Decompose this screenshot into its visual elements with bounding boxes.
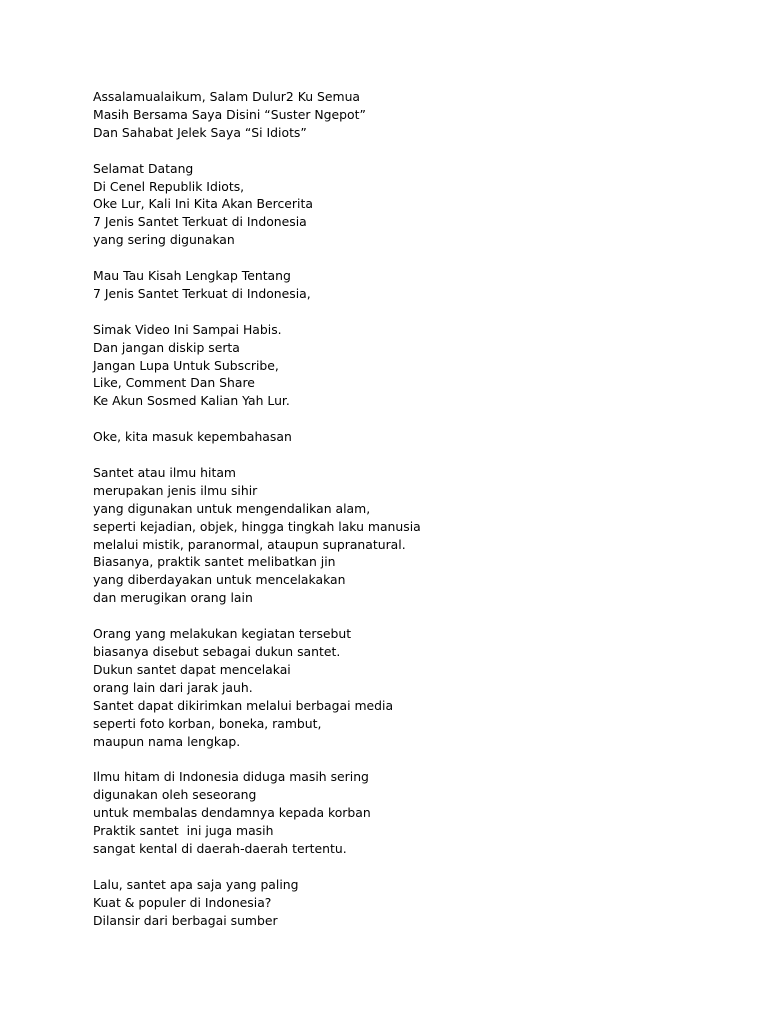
text-line: dan merugikan orang lain xyxy=(93,590,253,606)
text-line: Orang yang melakukan kegiatan tersebut xyxy=(93,626,352,642)
text-line: Dan Sahabat Jelek Saya “Si Idiots” xyxy=(93,124,307,140)
text-line: 7 Jenis Santet Terkuat di Indonesia, xyxy=(93,285,311,301)
text-line: Mau Tau Kisah Lengkap Tentang xyxy=(93,268,291,284)
text-line: Simak Video Ini Sampai Habis. xyxy=(93,321,282,337)
text-line: seperti foto korban, boneka, rambut, xyxy=(93,715,322,731)
text-line: orang lain dari jarak jauh. xyxy=(93,679,253,695)
paragraph xyxy=(93,876,733,930)
paragraph xyxy=(93,768,733,858)
text-line: Biasanya, praktik santet melibatkan jin xyxy=(93,554,336,570)
text-line: Dukun santet dapat mencelakai xyxy=(93,661,291,677)
text-line: 7 Jenis Santet Terkuat di Indonesia xyxy=(93,214,307,230)
text-line: melalui mistik, paranormal, ataupun supranatural. xyxy=(93,536,406,552)
text-line: yang diberdayakan untuk mencelakakan xyxy=(93,572,346,588)
text-line: Masih Bersama Saya Disini “Suster Ngepot” xyxy=(93,106,366,122)
text-line: Lalu, santet apa saja yang paling xyxy=(93,876,299,892)
document-body xyxy=(93,88,733,947)
text-line: seperti kejadian, objek, hingga tingkah laku manusia xyxy=(93,518,421,534)
text-line: biasanya disebut sebagai dukun santet. xyxy=(93,644,341,659)
text-line: Santet atau ilmu hitam xyxy=(93,464,236,480)
text-line: Oke, kita masuk kepembahasan xyxy=(93,429,292,445)
text-line: Di Cenel Republik Idiots, xyxy=(93,178,245,194)
text-line: Ke Akun Sosmed Kalian Yah Lur. xyxy=(93,393,290,409)
text-line: Ilmu hitam di Indonesia diduga masih sering xyxy=(93,769,369,785)
paragraph xyxy=(93,464,733,607)
text-line: Assalamualaikum, Salam Dulur2 Ku Semua xyxy=(93,89,361,104)
paragraph xyxy=(93,321,733,411)
text-line: Santet dapat dikirimkan melalui berbagai media xyxy=(93,697,394,713)
text-line: merupakan jenis ilmu sihir xyxy=(93,482,258,498)
paragraph xyxy=(93,625,733,750)
paragraph xyxy=(93,428,733,446)
text-line: maupun nama lengkap. xyxy=(93,733,241,749)
text-line: Praktik santet ini juga masih xyxy=(93,823,274,839)
text-line: yang digunakan untuk mengendalikan alam, xyxy=(93,500,371,516)
text-line: digunakan oleh seseorang xyxy=(93,787,257,803)
text-line: sangat kental di daerah-daerah tertentu. xyxy=(93,840,347,856)
text-line: Selamat Datang xyxy=(93,160,194,176)
text-line: untuk membalas dendamnya kepada korban xyxy=(93,805,371,821)
text-line: Jangan Lupa Untuk Subscribe, xyxy=(93,357,279,373)
text-line: yang sering digunakan xyxy=(93,232,235,248)
paragraph xyxy=(93,267,733,303)
text-line: Kuat & populer di Indonesia? xyxy=(93,894,272,910)
text-line: Oke Lur, Kali Ini Kita Akan Bercerita xyxy=(93,196,313,212)
text-line: Dilansir dari berbagai sumber xyxy=(93,912,278,928)
paragraph xyxy=(93,88,733,142)
text-line: Like, Comment Dan Share xyxy=(93,375,255,391)
text-line: Dan jangan diskip serta xyxy=(93,339,240,355)
paragraph xyxy=(93,160,733,250)
